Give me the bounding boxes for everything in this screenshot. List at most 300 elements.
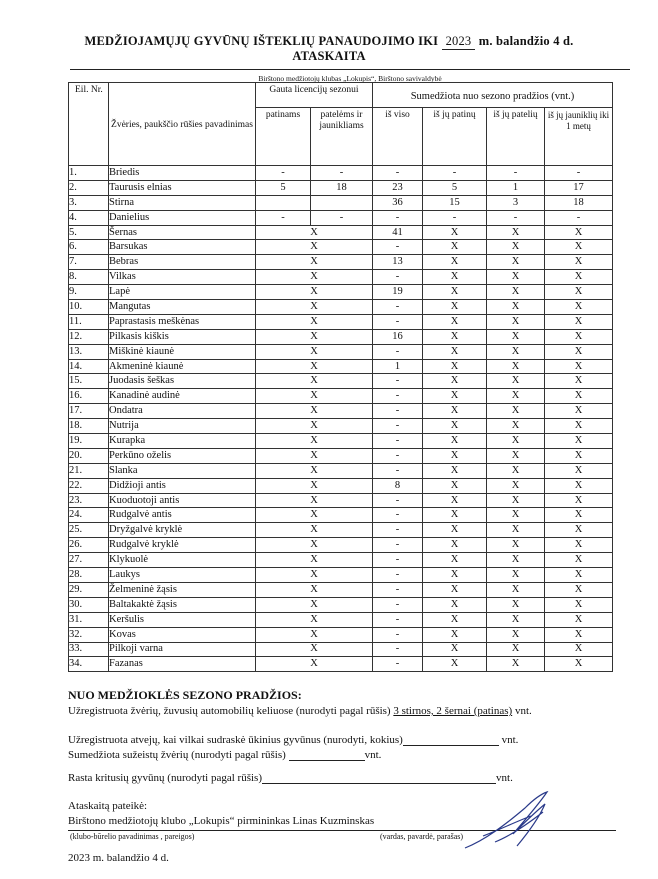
cell-name: Pilkoji varna <box>109 642 256 657</box>
cell-f: X <box>487 404 545 419</box>
cell-total: 19 <box>373 285 423 300</box>
cell-nr: 34. <box>69 657 109 672</box>
cell-m: X <box>423 225 487 240</box>
cell-nr: 10. <box>69 300 109 315</box>
cell-nr: 18. <box>69 419 109 434</box>
cell-lm <box>256 195 311 210</box>
organization-name: Birštono medžiotojų klubas „Lokupis“, Birštono savivaldybė <box>258 74 442 83</box>
cell-lic: X <box>256 627 373 642</box>
table-row <box>69 329 613 344</box>
cell-f: X <box>487 389 545 404</box>
table-row <box>69 210 613 225</box>
cell-total: - <box>373 568 423 583</box>
cell-y: X <box>545 612 613 627</box>
cell-name: Danielius <box>109 210 256 225</box>
cell-m: X <box>423 359 487 374</box>
table-row <box>69 612 613 627</box>
cell-name: Baltakaktė žąsis <box>109 597 256 612</box>
cell-total: 13 <box>373 255 423 270</box>
cell-nr: 21. <box>69 463 109 478</box>
cell-f: 3 <box>487 195 545 210</box>
cell-nr: 16. <box>69 389 109 404</box>
cell-lic: X <box>256 523 373 538</box>
cell-total: - <box>373 553 423 568</box>
cell-y: X <box>545 359 613 374</box>
cell-name: Akmeninė kiaunė <box>109 359 256 374</box>
table-row <box>69 166 613 181</box>
table-row <box>69 344 613 359</box>
cell-y: X <box>545 225 613 240</box>
cell-y: X <box>545 255 613 270</box>
cell-nr: 13. <box>69 344 109 359</box>
cell-m: X <box>423 344 487 359</box>
injured-unit: vnt. <box>364 749 382 761</box>
header-hunted-total: iš viso <box>373 108 423 166</box>
cell-lic: X <box>256 344 373 359</box>
cell-nr: 24. <box>69 508 109 523</box>
cell-nr: 7. <box>69 255 109 270</box>
table-row <box>69 225 613 240</box>
cell-y: X <box>545 389 613 404</box>
cell-m: - <box>423 166 487 181</box>
cell-name: Kovas <box>109 627 256 642</box>
cell-total: - <box>373 538 423 553</box>
cell-lic: X <box>256 478 373 493</box>
cell-m: X <box>423 448 487 463</box>
cell-nr: 3. <box>69 195 109 210</box>
caption-club: (klubo-būrelio pavadinimas , pareigos) <box>70 832 195 841</box>
table-row <box>69 627 613 642</box>
cell-total: - <box>373 344 423 359</box>
cell-lic: X <box>256 448 373 463</box>
cell-m: X <box>423 597 487 612</box>
table-row <box>69 314 613 329</box>
cell-nr: 32. <box>69 627 109 642</box>
table-row <box>69 463 613 478</box>
cell-nr: 15. <box>69 374 109 389</box>
cell-name: Didžioji antis <box>109 478 256 493</box>
cell-m: X <box>423 329 487 344</box>
cell-m: X <box>423 493 487 508</box>
dead-unit: vnt. <box>496 772 513 784</box>
table-row <box>69 434 613 449</box>
cell-lm: - <box>256 166 311 181</box>
cell-f: X <box>487 508 545 523</box>
cell-name: Paprastasis meškėnas <box>109 314 256 329</box>
cell-total: 8 <box>373 478 423 493</box>
cell-m: X <box>423 314 487 329</box>
cell-m: 15 <box>423 195 487 210</box>
cell-y: X <box>545 419 613 434</box>
cell-nr: 29. <box>69 582 109 597</box>
table-row <box>69 255 613 270</box>
cell-total: - <box>373 374 423 389</box>
cell-lic: X <box>256 582 373 597</box>
cell-m: X <box>423 419 487 434</box>
cell-y: X <box>545 404 613 419</box>
cell-lf: 18 <box>311 180 373 195</box>
caption-name: (vardas, pavardė, parašas) <box>380 832 464 841</box>
cell-y: X <box>545 538 613 553</box>
header-hunted-male: iš jų patinų <box>423 108 487 166</box>
cell-lic: X <box>256 508 373 523</box>
cell-lic: X <box>256 612 373 627</box>
dead-blank <box>262 783 496 784</box>
cell-y: X <box>545 344 613 359</box>
cell-name: Klykuolė <box>109 553 256 568</box>
cell-m: X <box>423 568 487 583</box>
table-row <box>69 300 613 315</box>
cell-y: X <box>545 329 613 344</box>
table-row <box>69 389 613 404</box>
cell-nr: 20. <box>69 448 109 463</box>
cell-lic: X <box>256 597 373 612</box>
cell-lic: X <box>256 314 373 329</box>
cell-nr: 2. <box>69 180 109 195</box>
top-rule <box>70 69 630 70</box>
cell-y: - <box>545 166 613 181</box>
cell-y: X <box>545 568 613 583</box>
table-row <box>69 657 613 672</box>
cell-y: X <box>545 285 613 300</box>
cell-f: X <box>487 240 545 255</box>
cell-name: Pilkasis kiškis <box>109 329 256 344</box>
cell-name: Rudgalvė kryklė <box>109 538 256 553</box>
table-row <box>69 359 613 374</box>
header-nr: Eil. Nr. <box>69 83 109 166</box>
cell-m: X <box>423 478 487 493</box>
cell-y: X <box>545 434 613 449</box>
cell-f: X <box>487 538 545 553</box>
cell-total: - <box>373 300 423 315</box>
cell-m: X <box>423 553 487 568</box>
cell-name: Briedis <box>109 166 256 181</box>
cell-name: Miškinė kiaunė <box>109 344 256 359</box>
cell-y: X <box>545 508 613 523</box>
cell-name: Kuoduotoji antis <box>109 493 256 508</box>
cell-f: X <box>487 642 545 657</box>
cell-name: Rudgalvė antis <box>109 508 256 523</box>
cell-name: Stirna <box>109 195 256 210</box>
cell-nr: 33. <box>69 642 109 657</box>
cell-nr: 27. <box>69 553 109 568</box>
cell-nr: 6. <box>69 240 109 255</box>
cell-lic: X <box>256 300 373 315</box>
cell-lic: X <box>256 359 373 374</box>
cell-y: X <box>545 642 613 657</box>
table-row <box>69 374 613 389</box>
cell-nr: 1. <box>69 166 109 181</box>
hunting-report-table <box>68 82 613 672</box>
cell-y: X <box>545 240 613 255</box>
header-name: Žvėries, paukščio rūšies pavadinimas <box>109 83 256 166</box>
report-title-line2: ATASKAITA <box>292 49 366 63</box>
cell-m: X <box>423 538 487 553</box>
cell-lm: 5 <box>256 180 311 195</box>
table-row <box>69 285 613 300</box>
cell-lic: X <box>256 538 373 553</box>
cell-f: X <box>487 374 545 389</box>
cell-name: Lapė <box>109 285 256 300</box>
cell-m: - <box>423 210 487 225</box>
cell-total: - <box>373 642 423 657</box>
cell-name: Dryžgalvė kryklė <box>109 523 256 538</box>
header-hunted-group: Sumedžiota nuo sezono pradžios (vnt.) <box>373 83 613 108</box>
cell-y: X <box>545 270 613 285</box>
cell-lic: X <box>256 434 373 449</box>
cell-y: X <box>545 463 613 478</box>
cell-total: - <box>373 657 423 672</box>
cell-f: X <box>487 493 545 508</box>
header-hunted-female: iš jų patelių <box>487 108 545 166</box>
cell-total: - <box>373 448 423 463</box>
submitted-value: Birštono medžiotojų klubo „Lokupis“ pirmininkas Linas Kuzminskas <box>68 815 375 827</box>
cell-nr: 14. <box>69 359 109 374</box>
cell-f: 1 <box>487 180 545 195</box>
cell-lic: X <box>256 657 373 672</box>
table-row <box>69 553 613 568</box>
cell-name: Vilkas <box>109 270 256 285</box>
cell-lic: X <box>256 270 373 285</box>
cell-total: - <box>373 582 423 597</box>
cell-f: - <box>487 166 545 181</box>
report-title-line1 <box>0 34 658 50</box>
header-hunted-young: iš jų jauniklių iki 1 metų <box>545 108 613 166</box>
cell-y: X <box>545 300 613 315</box>
injured-line <box>68 749 381 761</box>
cell-lf: - <box>311 166 373 181</box>
cell-y: 18 <box>545 195 613 210</box>
cell-lic: X <box>256 389 373 404</box>
cell-y: - <box>545 210 613 225</box>
cell-name: Slanka <box>109 463 256 478</box>
cell-total: - <box>373 612 423 627</box>
cell-f: X <box>487 419 545 434</box>
cell-y: X <box>545 493 613 508</box>
injured-blank <box>289 760 365 761</box>
cell-f: X <box>487 225 545 240</box>
cell-f: X <box>487 300 545 315</box>
cell-nr: 22. <box>69 478 109 493</box>
cell-lf <box>311 195 373 210</box>
cell-name: Perkūno oželis <box>109 448 256 463</box>
cell-name: Želmeninė žąsis <box>109 582 256 597</box>
section-title: NUO MEDŽIOKLĖS SEZONO PRADŽIOS: <box>68 688 302 702</box>
cell-total: 41 <box>373 225 423 240</box>
table-row <box>69 240 613 255</box>
cell-lic: X <box>256 404 373 419</box>
registered-roadkill-line <box>68 705 532 717</box>
cell-m: X <box>423 389 487 404</box>
cell-f: X <box>487 344 545 359</box>
cell-f: X <box>487 270 545 285</box>
cell-nr: 25. <box>69 523 109 538</box>
cell-nr: 8. <box>69 270 109 285</box>
cell-total: - <box>373 523 423 538</box>
table-row <box>69 180 613 195</box>
wolves-blank <box>403 745 499 746</box>
cell-y: X <box>545 627 613 642</box>
cell-name: Taurusis elnias <box>109 180 256 195</box>
table-row <box>69 448 613 463</box>
cell-name: Ondatra <box>109 404 256 419</box>
cell-f: X <box>487 255 545 270</box>
table-row <box>69 523 613 538</box>
cell-m: X <box>423 642 487 657</box>
cell-name: Fazanas <box>109 657 256 672</box>
cell-lic: X <box>256 240 373 255</box>
cell-m: X <box>423 657 487 672</box>
cell-y: X <box>545 553 613 568</box>
cell-nr: 11. <box>69 314 109 329</box>
cell-total: 36 <box>373 195 423 210</box>
cell-name: Šernas <box>109 225 256 240</box>
cell-m: X <box>423 523 487 538</box>
cell-total: 16 <box>373 329 423 344</box>
cell-f: X <box>487 314 545 329</box>
cell-name: Nutrija <box>109 419 256 434</box>
cell-m: 5 <box>423 180 487 195</box>
cell-total: - <box>373 508 423 523</box>
cell-lic: X <box>256 329 373 344</box>
cell-f: X <box>487 478 545 493</box>
cell-nr: 30. <box>69 597 109 612</box>
table-row <box>69 582 613 597</box>
wolves-line <box>68 734 518 746</box>
cell-nr: 12. <box>69 329 109 344</box>
cell-name: Laukys <box>109 568 256 583</box>
cell-name: Kurapka <box>109 434 256 449</box>
cell-total: - <box>373 270 423 285</box>
cell-total: - <box>373 314 423 329</box>
cell-nr: 28. <box>69 568 109 583</box>
cell-y: 17 <box>545 180 613 195</box>
header-licensed-group: Gauta licencijų sezonui <box>256 83 373 108</box>
cell-name: Keršulis <box>109 612 256 627</box>
cell-lic: X <box>256 553 373 568</box>
cell-nr: 31. <box>69 612 109 627</box>
cell-m: X <box>423 612 487 627</box>
cell-lic: X <box>256 255 373 270</box>
cell-f: X <box>487 597 545 612</box>
registered-unit: vnt. <box>514 705 532 717</box>
cell-y: X <box>545 314 613 329</box>
cell-m: X <box>423 270 487 285</box>
table-row <box>69 404 613 419</box>
cell-total: 1 <box>373 359 423 374</box>
cell-total: - <box>373 210 423 225</box>
cell-lic: X <box>256 642 373 657</box>
cell-total: - <box>373 404 423 419</box>
cell-nr: 17. <box>69 404 109 419</box>
cell-name: Juodasis šeškas <box>109 374 256 389</box>
table-row <box>69 508 613 523</box>
cell-m: X <box>423 300 487 315</box>
cell-m: X <box>423 404 487 419</box>
cell-lic: X <box>256 285 373 300</box>
cell-lic: X <box>256 493 373 508</box>
cell-total: - <box>373 627 423 642</box>
table-row <box>69 642 613 657</box>
table-row <box>69 538 613 553</box>
handwritten-signature <box>455 790 575 852</box>
cell-lic: X <box>256 463 373 478</box>
table-row <box>69 478 613 493</box>
cell-lf: - <box>311 210 373 225</box>
cell-lic: X <box>256 568 373 583</box>
cell-m: X <box>423 240 487 255</box>
dead-line <box>68 772 513 784</box>
cell-y: X <box>545 478 613 493</box>
title-suffix: m. balandžio 4 d. <box>478 34 574 48</box>
cell-m: X <box>423 285 487 300</box>
table-body <box>69 166 613 672</box>
cell-total: - <box>373 240 423 255</box>
cell-nr: 23. <box>69 493 109 508</box>
cell-total: 23 <box>373 180 423 195</box>
cell-nr: 19. <box>69 434 109 449</box>
table-row <box>69 270 613 285</box>
wolves-unit: vnt. <box>501 734 519 746</box>
cell-f: X <box>487 523 545 538</box>
cell-total: - <box>373 597 423 612</box>
cell-m: X <box>423 374 487 389</box>
dead-label: Rasta kritusių gyvūnų (nurodyti pagal rūšis) <box>68 772 263 784</box>
cell-lic: X <box>256 225 373 240</box>
cell-y: X <box>545 657 613 672</box>
header-licensed-female-young: patelėms ir jaunikliams <box>311 108 373 166</box>
cell-f: X <box>487 568 545 583</box>
cell-total: - <box>373 419 423 434</box>
cell-total: - <box>373 166 423 181</box>
cell-y: X <box>545 582 613 597</box>
cell-f: X <box>487 359 545 374</box>
cell-name: Kanadinė audinė <box>109 389 256 404</box>
cell-lic: X <box>256 374 373 389</box>
cell-f: X <box>487 448 545 463</box>
cell-lic: X <box>256 419 373 434</box>
cell-f: X <box>487 434 545 449</box>
cell-m: X <box>423 434 487 449</box>
table-row <box>69 419 613 434</box>
cell-nr: 5. <box>69 225 109 240</box>
title-prefix: MEDŽIOJAMŲJŲ GYVŪNŲ IŠTEKLIŲ PANAUDOJIMO IKI <box>84 34 439 48</box>
cell-f: X <box>487 627 545 642</box>
cell-total: - <box>373 434 423 449</box>
cell-nr: 9. <box>69 285 109 300</box>
cell-name: Barsukas <box>109 240 256 255</box>
cell-y: X <box>545 597 613 612</box>
cell-lm: - <box>256 210 311 225</box>
cell-m: X <box>423 255 487 270</box>
cell-total: - <box>373 463 423 478</box>
table-row <box>69 195 613 210</box>
cell-name: Bebras <box>109 255 256 270</box>
wolves-label: Užregistruota atvejų, kai vilkai sudraskė ūkinius gyvūnus (nurodyti, kokius) <box>68 734 403 746</box>
cell-f: X <box>487 285 545 300</box>
cell-f: X <box>487 657 545 672</box>
registered-value: 3 stirnos, 2 šernai (patinas) <box>393 705 513 717</box>
cell-y: X <box>545 448 613 463</box>
cell-m: X <box>423 582 487 597</box>
table-row <box>69 597 613 612</box>
cell-total: - <box>373 389 423 404</box>
submitted-label: Ataskaitą pateikė: <box>68 800 148 812</box>
header-licensed-male: patinams <box>256 108 311 166</box>
cell-m: X <box>423 627 487 642</box>
registered-label: Užregistruota žvėrių, žuvusių automobilių keliuose (nurodyti pagal rūšis) <box>68 705 391 717</box>
cell-f: X <box>487 553 545 568</box>
